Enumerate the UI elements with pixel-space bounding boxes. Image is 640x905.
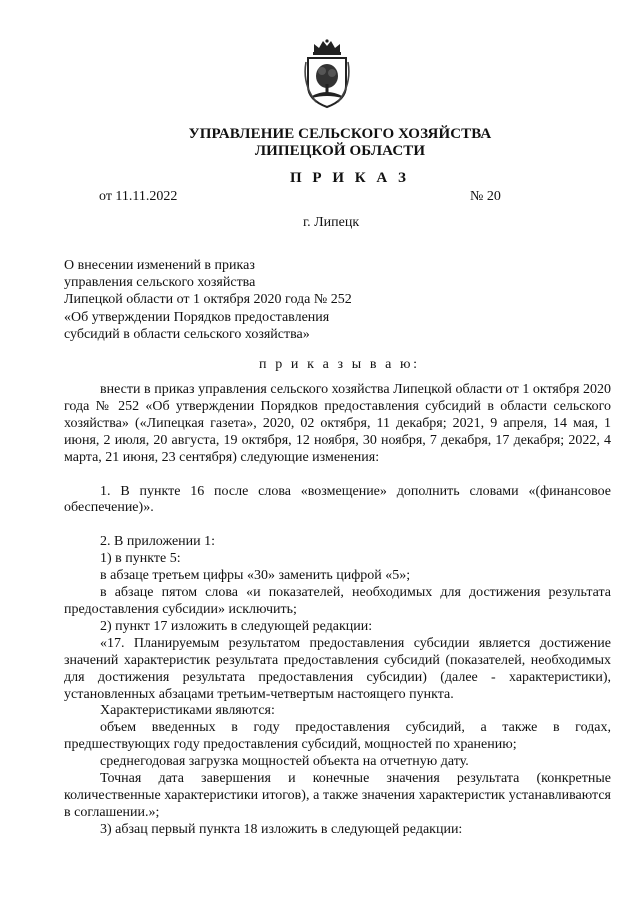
body-paragraph: 1. В пункте 16 после слова «возмещение» дополнить словами «(финансовое обеспечение)». — [64, 483, 611, 516]
body-paragraph: Характеристиками являются: — [100, 703, 275, 719]
subject-line: «Об утверждении Порядков предоставления — [64, 309, 330, 325]
body-paragraph: внести в приказ управления сельского хозяйства Липецкой области от 1 октября 2020 года № 252 «Об утверждении Порядков предоставления субсидий в области сельского хозяйства» («Липецкая газета», 2020, 02 октября, 11 декабря; 2021, 9 апреля, 14 мая, 1 июня, 2 июля, 20 августа, 19 октября, 12 ноября, 30 ноября, 7 декабря, 17 декабря; 2022, 4 марта, 21 июня, 23 сентября) следующие изменения: — [64, 382, 611, 465]
subject-line: Липецкой области от 1 октября 2020 года № 252 — [64, 292, 352, 308]
body-paragraph: 1) в пункте 5: — [100, 551, 181, 567]
document-date: от 11.11.2022 — [99, 189, 178, 204]
body-paragraph: в абзаце пятом слова «и показателей, необходимых для достижения результата предоставления субсидии» исключить; — [64, 585, 611, 617]
order-word: п р и к а з ы в а ю: — [259, 357, 420, 372]
document-body — [64, 382, 611, 839]
document-subject — [64, 257, 352, 343]
body-paragraph: 3) абзац первый пункта 18 изложить в следующей редакции: — [100, 821, 463, 837]
coat-of-arms-icon — [302, 38, 352, 110]
body-paragraph: объем введенных в году предоставления субсидий, а также в годах, предшествующих году предоставления субсидий, мощностей по хранению; — [64, 720, 611, 753]
document-type-title: П Р И К А З — [290, 170, 410, 186]
subject-line: управления сельского хозяйства — [64, 275, 256, 291]
body-paragraph: Точная дата завершения и конечные значения результата (конкретные количественные характеристики итогов), а также значения характеристик устанавливаются в соглашении.»; — [64, 771, 611, 820]
document-number: № 20 — [470, 189, 501, 204]
organization-name-line1: УПРАВЛЕНИЕ СЕЛЬСКОГО ХОЗЯЙСТВА — [188, 126, 492, 142]
body-paragraph: среднегодовая загрузка мощностей объекта на отчетную дату. — [100, 754, 469, 770]
body-paragraph: «17. Планируемым результатом предоставления субсидии является достижение значений характеристик результата предоставления субсидий (показателей, необходимых для достижения результата предоставления субсидии) (далее - характеристики), установленных абзацами третьим-четвертым настоящего пункта. — [64, 635, 611, 702]
subject-line: О внесении изменений в приказ — [64, 258, 255, 273]
body-paragraph: в абзаце третьем цифры «30» заменить цифрой «5»; — [100, 568, 411, 584]
document-city: г. Липецк — [303, 215, 360, 230]
body-paragraph: 2) пункт 17 изложить в следующей редакции: — [100, 618, 373, 634]
organization-name-line2: ЛИПЕЦКОЙ ОБЛАСТИ — [254, 143, 426, 159]
body-paragraph: 2. В приложении 1: — [100, 534, 216, 550]
subject-line: субсидий в области сельского хозяйства» — [64, 326, 310, 342]
